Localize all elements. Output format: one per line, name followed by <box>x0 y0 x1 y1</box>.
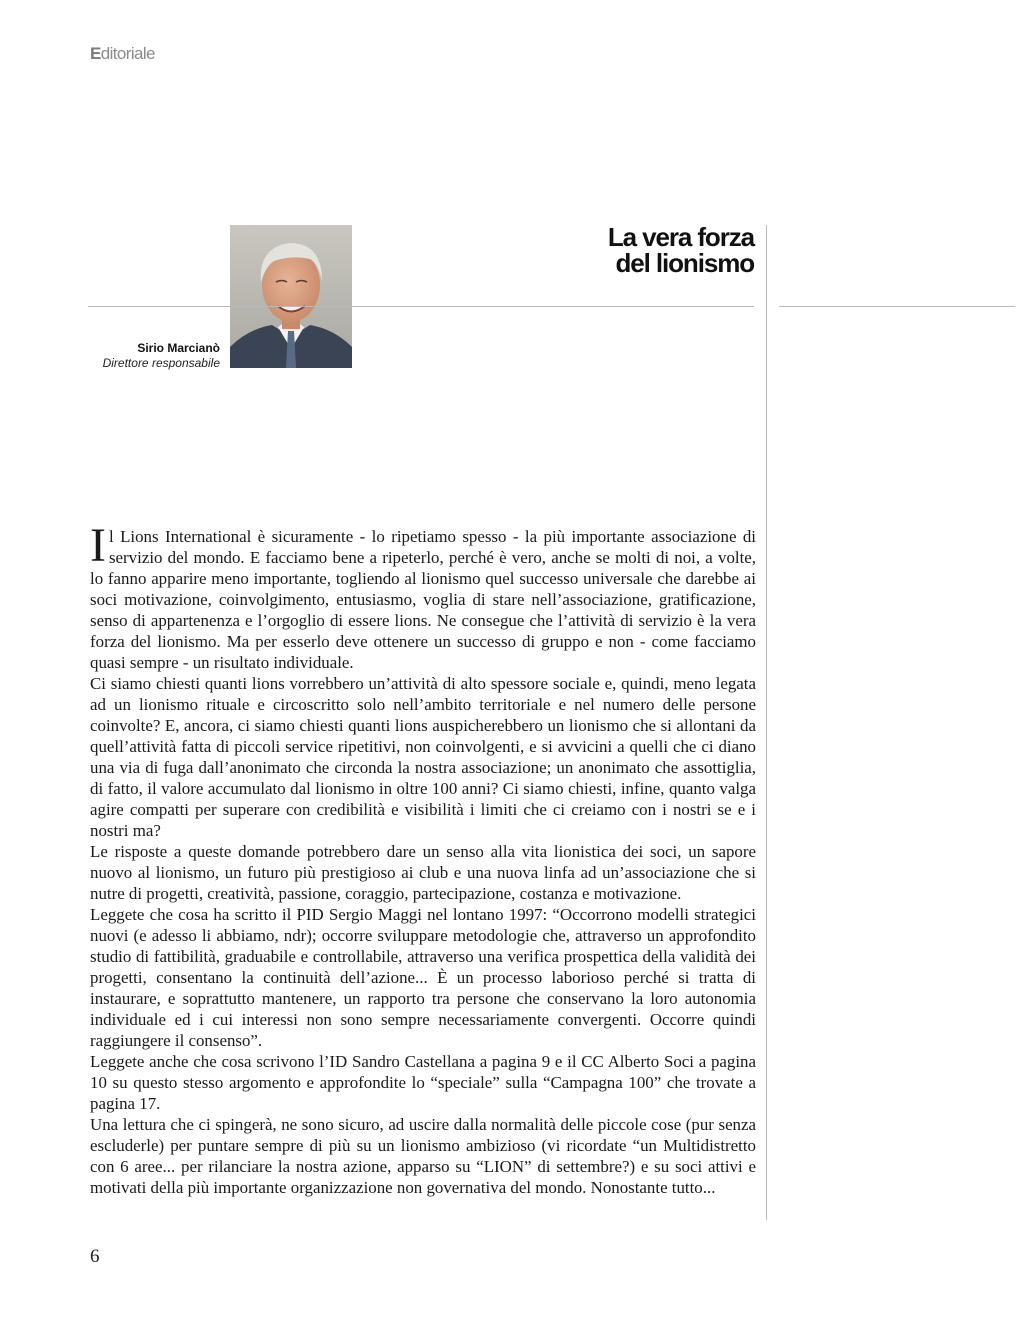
article-title-line-1: La vera forza <box>607 222 754 252</box>
page-number: 6 <box>90 1246 100 1267</box>
column-divider <box>766 225 767 1220</box>
body-paragraph: Ci siamo chiesti quanti lions vorrebbero un’attività di alto spessore sociale e, quindi, meno legata ad un lionismo rituale e circoscritto solo nell’ambito territoriale e nel numero delle persone coinvolte? E, ancora, ci siamo chiesti quanti lions auspicherebbero un lionismo che si allontani da quell’attività fatta di piccoli service ripetitivi, non coinvolgenti, e si avvicini a quelli che ci diano una via di fuga dall’anonimato che circonda la nostra associazione; un anonimato che assottiglia, di fatto, il valore accumulato dal lionismo in oltre 100 anni? Ci siamo chiesti, infine, quanto valga agire compatti per superare con credibilità e visibilità i limiti che ci creiamo con i nostri se e i nostri ma? <box>90 674 756 840</box>
section-label-rest: ditoriale <box>100 44 155 63</box>
article-title <box>608 224 754 276</box>
author-byline <box>103 341 220 371</box>
drop-cap: I <box>90 519 106 572</box>
author-name: Sirio Marcianò <box>137 341 220 355</box>
article-body <box>90 519 756 1198</box>
author-role: Direttore responsabile <box>102 356 220 370</box>
body-paragraph: Leggete che cosa ha scritto il PID Sergio Maggi nel lontano 1997: “Occorrono modelli strategici nuovi (e adesso li abbiamo, ndr); occorre sviluppare metodologie che, attraverso un approfondito studio di fattibilità, graduabile e controllabile, attraverso una verifica prospettica della validità dei progetti, consentano la continuità dell’azione... È un processo laborioso perché si tratta di instaurare, e soprattutto mantenere, un rapporto tra persone che conservano la loro autonomia individuale ed i cui interessi non sono sempre necessariamente convergenti. Occorre quindi raggiungere il consenso”. <box>90 905 756 1050</box>
body-paragraph: Le risposte a queste domande potrebbero dare un senso alla vita lionistica dei soci, un sapore nuovo al lionismo, un futuro più prestigioso ai club e una nuova linfa ad un’associazione che si nutre di progetti, creatività, passione, coraggio, partecipazione, costanza e motivazione. <box>90 842 756 903</box>
body-paragraph: Leggete anche che cosa scrivono l’ID Sandro Castellana a pagina 9 e il CC Alberto Soci a pagina 10 su questo stesso argomento e approfondite lo “speciale” sulla “Campagna 100” che trovate a pagina 17. <box>90 1052 756 1113</box>
section-label <box>90 44 155 64</box>
body-paragraph <box>90 519 756 673</box>
body-paragraph: Una lettura che ci spingerà, ne sono sicuro, ad uscire dalla normalità delle piccole cose (pur senza escluderle) per puntare sempre di più su un lionismo ambizioso (vi ricordate “un Multidistretto con 6 aree... per rilanciare la nostra azione, apparso su “LION” di settembre?) e su soci attivi e motivati della più importante organizzazione non governativa del mondo. Nonostante tutto... <box>90 1115 756 1197</box>
title-rule-left <box>88 306 754 307</box>
title-rule-right <box>779 306 1015 307</box>
article-title-line-2: del lionismo <box>615 248 754 278</box>
paragraph-text: l Lions International è sicuramente - lo ripetiamo spesso - la più importante associazione di servizio del mondo. E facciamo bene a ripeterlo, perché è vero, anche se molti di noi, a volte, lo fanno apparire meno importante, togliendo al lionismo quel successo universale che darebbe ai soci motivazione, coinvolgimento, entusiasmo, voglia di stare nell’associazione, gratificazione, senso di appartenenza e l’orgoglio di essere lions. Ne consegue che l’attività di servizio è la vera forza del lionismo. Ma per esserlo deve ottenere un successo di gruppo e non - come facciamo quasi sempre - un risultato individuale. <box>90 527 756 672</box>
section-label-initial: E <box>90 44 101 63</box>
author-photo <box>230 225 352 368</box>
